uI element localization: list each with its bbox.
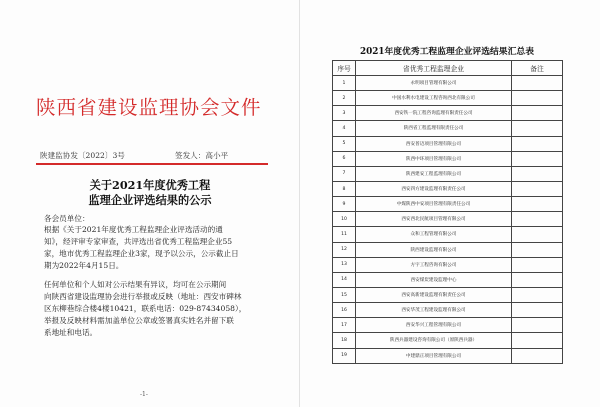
salutation: 各会员单位：: [44, 214, 90, 223]
row-enterprise: 西安西北民航项目管理有限公司: [356, 212, 512, 227]
paragraph-1-line: 知》，经评审专家审查，共评选出省优秀工程监理企业55: [44, 237, 233, 246]
row-enterprise: 中国水利水电建设工程咨询西北有限公司: [356, 91, 512, 106]
row-enterprise: 西安铁一院工程咨询监理有限责任公司: [356, 106, 512, 121]
row-enterprise: 中煤陕西中安项目管理有限责任公司: [356, 197, 512, 212]
row-note: [512, 151, 563, 166]
paragraph-2-line: 向陕西省建设监理协会进行举报或反映（地址：西安市碑林: [44, 292, 242, 301]
row-seq: 1: [333, 76, 356, 91]
results-table-title: 2021年度优秀工程监理企业评选结果汇总表: [359, 47, 535, 57]
row-note: [512, 212, 563, 227]
page-number: -1-: [140, 391, 148, 398]
table-row: [333, 227, 563, 242]
row-seq: 9: [333, 197, 356, 212]
row-enterprise: 陕西建安工程监理有限公司: [356, 166, 512, 181]
paragraph-2: [44, 279, 266, 339]
row-seq: 12: [333, 242, 356, 257]
paragraph-2-line: 系地址和电话。: [44, 328, 98, 337]
row-seq: 19: [333, 348, 356, 363]
row-enterprise: 众和工程管理有限公司: [356, 227, 512, 242]
table-row: [333, 303, 563, 318]
row-note: [512, 121, 563, 136]
row-enterprise: 西安四方建设监理有限责任公司: [356, 181, 512, 196]
table-row: [333, 76, 563, 91]
row-note: [512, 166, 563, 181]
row-seq: 15: [333, 287, 356, 302]
table-row: [333, 151, 563, 166]
row-note: [512, 242, 563, 257]
row-seq: 10: [333, 212, 356, 227]
column-header-note: 备注: [512, 61, 563, 76]
table-row: [333, 318, 563, 333]
row-seq: 7: [333, 166, 356, 181]
row-note: [512, 136, 563, 151]
row-note: [512, 227, 563, 242]
row-seq: 5: [333, 136, 356, 151]
paragraph-1-line: 期为2022年4月15日。: [44, 261, 124, 270]
row-seq: 2: [333, 91, 356, 106]
row-note: [512, 76, 563, 91]
document-number: 陕建监协发〔2022〕3号: [40, 151, 125, 160]
paragraph-1-line: 家，地市优秀工程监理企业3家，现予以公示，公示截止日: [44, 249, 239, 258]
row-note: [512, 318, 563, 333]
row-seq: 14: [333, 272, 356, 287]
document-header-title: 陕西省建设监理协会文件: [36, 96, 262, 119]
table-row: [333, 166, 563, 181]
row-note: [512, 348, 563, 363]
row-note: [512, 181, 563, 196]
row-seq: 8: [333, 181, 356, 196]
table-row: [333, 212, 563, 227]
paragraph-1-line: 根据《关于2021年度优秀工程监理企业评选活动的通: [44, 225, 223, 234]
row-note: [512, 272, 563, 287]
column-header-enterprise: 省优秀工程监理企业: [356, 61, 512, 76]
row-enterprise: 西安华茂工程建设监理有限公司: [356, 303, 512, 318]
row-enterprise: 陕西省工程监理有限责任公司: [356, 121, 512, 136]
paragraph-1: [44, 224, 266, 272]
column-header-seq: 序号: [333, 61, 356, 76]
paragraph-2-line: 任何单位和个人如对公示结果有异议，均可在公示期间: [44, 280, 227, 289]
row-seq: 18: [333, 333, 356, 348]
row-enterprise: 西安华兴工程管理有限公司: [356, 318, 512, 333]
row-seq: 16: [333, 303, 356, 318]
row-note: [512, 91, 563, 106]
row-enterprise: 陕西兵器建设咨询有限公司（原陕西兵器）: [356, 333, 512, 348]
row-seq: 17: [333, 318, 356, 333]
row-enterprise: 陕西建设监理有限公司: [356, 242, 512, 257]
table-row: [333, 242, 563, 257]
row-note: [512, 197, 563, 212]
row-seq: 4: [333, 121, 356, 136]
table-row: [333, 91, 563, 106]
row-seq: 11: [333, 227, 356, 242]
results-table: [332, 60, 563, 364]
table-row: [333, 272, 563, 287]
row-note: [512, 287, 563, 302]
row-seq: 13: [333, 257, 356, 272]
table-row: [333, 197, 563, 212]
table-row: [333, 106, 563, 121]
table-row: [333, 136, 563, 151]
table-row: [333, 181, 563, 196]
notice-title-line-1: 关于2021年度优秀工程: [89, 178, 211, 192]
document-signer: 签发人：高小平: [175, 151, 229, 160]
table-row: [333, 257, 563, 272]
row-note: [512, 257, 563, 272]
row-enterprise: 西安普迈项目管理有限公司: [356, 136, 512, 151]
row-enterprise: 西安高新建设监理有限责任公司: [356, 287, 512, 302]
row-note: [512, 303, 563, 318]
table-row: [333, 333, 563, 348]
paragraph-2-line: 举报及反映材料需加盖单位公章或签署真实姓名并留下联: [44, 316, 234, 325]
paragraph-2-line: 区东柳巷综合楼4楼10421，联系电话：029-87434058），: [44, 304, 247, 313]
notice-title-line-2: 监理企业评选结果的公示: [88, 193, 212, 207]
table-row: [333, 348, 563, 363]
row-note: [512, 106, 563, 121]
table-row: [333, 287, 563, 302]
row-enterprise: 方宇工程咨询有限公司: [356, 257, 512, 272]
row-enterprise: 永明项目管理有限公司: [356, 76, 512, 91]
row-seq: 3: [333, 106, 356, 121]
row-enterprise: 西安煤炭建设监理中心: [356, 272, 512, 287]
row-seq: 6: [333, 151, 356, 166]
row-enterprise: 中建鼎正项目管理有限公司: [356, 348, 512, 363]
table-row: [333, 121, 563, 136]
row-enterprise: 陕西中环项目管理有限公司: [356, 151, 512, 166]
row-note: [512, 333, 563, 348]
table-header-row: [333, 61, 563, 76]
red-divider-line: [36, 163, 268, 165]
